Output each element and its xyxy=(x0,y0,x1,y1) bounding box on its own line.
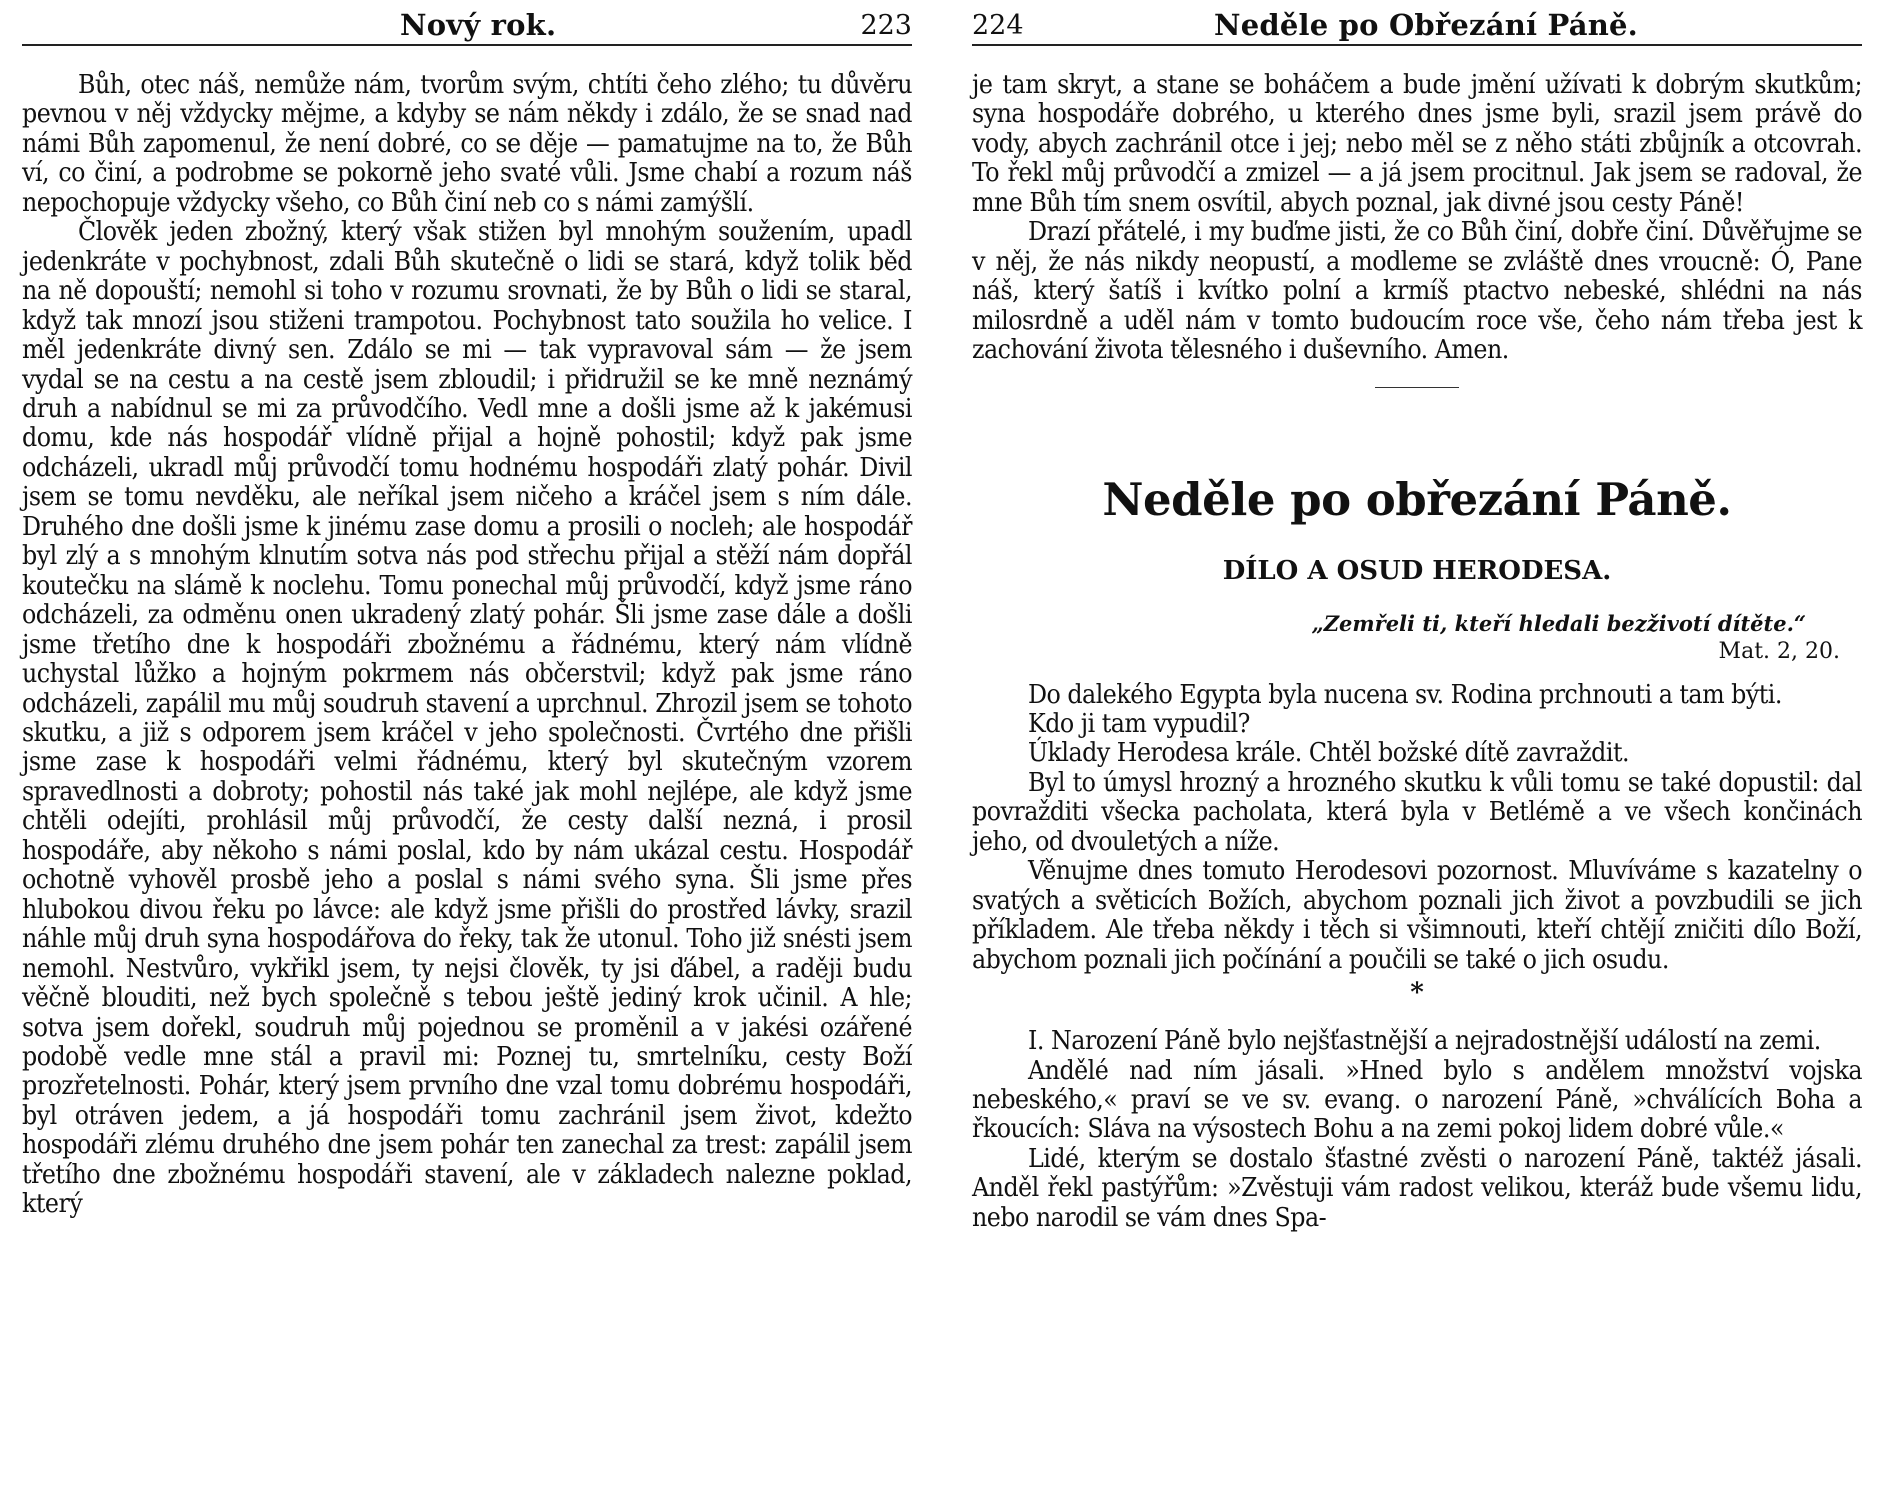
epigraph: „Zemřeli ti, kteří hledali bezživotí dítěte.“ xyxy=(1311,610,1806,636)
paragraph: Drazí přátelé, i my buďme jisti, že co Bůh činí, dobře činí. Důvěřujme se v něj, že nás nikdy neopustí, a modleme se zvláště dnes vroucně: Ó, Pane náš, který šatíš i kvítko polní a krmíš ptactvo nebeské, shlédni na nás milosrdně a uděl nám v tomto budoucím roce vše, čeho nám třeba jest k zachování života tělesného i duševního. Amen. xyxy=(972,216,1862,366)
section-divider xyxy=(1375,387,1459,388)
paragraph: Kdo ji tam vypudil? xyxy=(1028,707,1250,739)
paragraph: Lidé, kterým se dostalo šťastné zvěsti o narození Páně, taktéž jásali. Anděl řekl pastýřům: »Zvěstuji vám radost velikou, kteráž bude všemu lidu, nebo narodil se vám dnes Spa- xyxy=(972,1142,1862,1233)
left-page xyxy=(22,0,912,1500)
running-head-left xyxy=(22,6,912,46)
paragraph: Věnujme dnes tomuto Herodesovi pozornost. Mluvíváme s kazatelny o svatých a světicích Božích, abychom poznali jich život a povzbudili se jich příkladem. Ale třeba někdy i těch si všimnouti, kteří chtějí zničiti dílo Boží, abychom poznali jich počínání a poučili se také o jich osudu. xyxy=(972,855,1862,975)
paragraph: Byl to úmysl hrozný a hrozného skutku k vůli tomu se také dopustil: dal povražditi všecka pacholata, která byla v Betlémě a ve všech končinách jeho, od dvouletých a níže. xyxy=(972,766,1862,857)
paragraph: Andělé nad ním jásali. »Hned bylo s andělem množství vojska nebeského,« praví se ve sv. evang. o narození Páně, »chválících Boha a řkoucích: Sláva na výsostech Bohu a na zemi pokoj lidem dobré vůle.« xyxy=(972,1054,1862,1145)
paragraph: Úklady Herodesa krále. Chtěl božské dítě zavraždit. xyxy=(1028,737,1630,769)
section-subtitle: DÍLO A OSUD HERODESA. xyxy=(1222,555,1612,586)
paragraph: je tam skryt, a stane se boháčem a bude jmění užívati k dobrým skutkům; syna hospodáře dobrého, u kterého dnes jsme byli, srazil jsem právě do vody, abych zachránil otce i jej; nebo měl se z něho státi zbůjník a otcovrah. To řekl můj průvodčí a zmizel — a já jsem procitnul. Jak jsem se radoval, že mne Bůh tím snem osvítil, abych poznal, jak divné jsou cesty Páně! xyxy=(972,69,1862,218)
left-page-body xyxy=(22,70,912,1219)
page-number-right: 224 xyxy=(972,10,1024,41)
right-page-body xyxy=(972,70,1862,1232)
running-head-right xyxy=(972,6,1862,46)
section-title: Neděle po obřezání Páně. xyxy=(1102,472,1732,526)
paragraph: Člověk jeden zbožný, který však stižen byl mnohým soužením, upadl jedenkráte v pochybnost, zdali Bůh skutečně o lidi se stará, když tolik běd na ně dopouští; nemohl si toho v rozumu srovnati, že by Bůh o lidi se staral, když tak mnozí jsou stiženi trampotou. Pochybnost tato soužila ho velice. I měl jedenkráte divný sen. Zdálo se mi — tak vypravoval sám — že jsem vydal se na cestu a na cestě jsem zbloudil; i přidružil se ke mně neznámý druh a nabídnul se mi za průvodčího. Vedl mne a došli jsme až k jakémusi domu, kde nás hospodář vlídně přijal a hojně pohostil; když pak jsme odcházeli, ukradl můj průvodčí tomu hodnému hospodáři zlatý pohár. Divil jsem se tomu nevděku, ale neříkal jsem ničeho a kráčel jsem s ním dále. Druhého dne došli jsme k jinému zase domu a prosili o nocleh; ale hospodář byl zlý a s mnohým klnutím sotva nás pod střechu přijal a stěží nám dopřál koutečku na slámě k noclehu. Tomu ponechal můj průvodčí, když jsme ráno odcházeli, za odměnu onen ukradený zlatý pohár. Šli jsme zase dále a došli jsme třetího dne k hospodáři zbožnému a řádnému, který nám vlídně uchystal lůžko a hojným pokrmem nás občerstvil; když pak jsme ráno odcházeli, zapálil mu můj soudruh stavení a uprchnul. Zhrozil jsem se tohoto skutku, a již s odporem jsem kráčel v jeho společnosti. Čvrtého dne přišli jsme zase k hospodáři velmi řádnému, který byl skutečným vzorem spravedlnosti a dobroty; pohostil nás také jak mohl nejlépe, ale když jsme chtěli odejíti, prohlásil můj průvodčí, že cesty další nezná, i prosil hospodáře, aby někoho s námi poslal, kdo by nám ukázal cestu. Hospodář ochotně vyhověl prosbě jeho a poslal s námi svého syna. Šli jsme přes hlubokou divou řeku po lávce: ale když jsme přišli do prostřed lávky, srazil náhle můj druh syna hospodářova do řeky, tak že utonul. Toho již snésti jsem nemohl. Nestvůro, vykřikl jsem, ty nejsi člověk, ty jsi ďábel, a raději budu věčně blouditi, než bych společně s tebou ještě jediný krok učinil. A hle; sotva jsem dořekl, soudruh můj pojednou se proměnil a v jakési ozářené podobě vedle mne stál a pravil mi: Poznej tu, smrtelníku, cesty Boží prozřetelnosti. Pohár, který jsem prvního dne vzal tomu dobrému hospodáři, byl otráven jedem, a já hospodáři tomu zachránil jsem život, kdežto hospodáři zlému druhého dne jsem pohár ten zanechal za trest: zapálil jsem třetího dne zbožnému hospodáři stavení, ale v základech nalezne poklad, který xyxy=(22,216,912,1220)
running-title-right: Neděle po Obřezání Páně. xyxy=(1214,8,1638,42)
separator-star: * xyxy=(1410,978,1424,1009)
right-page xyxy=(972,0,1862,1500)
paragraph: I. Narození Páně bylo nejšťastnější a nejradostnější událostí na zemi. xyxy=(1028,1025,1821,1057)
page-number-left: 223 xyxy=(860,10,912,41)
paragraph: Do dalekého Egypta byla nucena sv. Rodina prchnouti a tam býti. xyxy=(1028,678,1782,710)
paragraph: Bůh, otec náš, nemůže nám, tvorům svým, chtíti čeho zlého; tu důvěru pevnou v něj vždycky mějme, a kdyby se nám někdy i zdálo, že se snad nad námi Bůh zapomenul, že není dobré, co se děje — pamatujme na to, že Bůh ví, co činí, a podrobme se pokorně jeho svaté vůli. Jsme chabí a rozum náš nepochopuje vždycky všeho, co Bůh činí neb co s námi zamýšlí. xyxy=(22,69,912,218)
running-title-left: Nový rok. xyxy=(400,8,557,42)
epigraph-reference: Mat. 2, 20. xyxy=(1718,638,1840,664)
